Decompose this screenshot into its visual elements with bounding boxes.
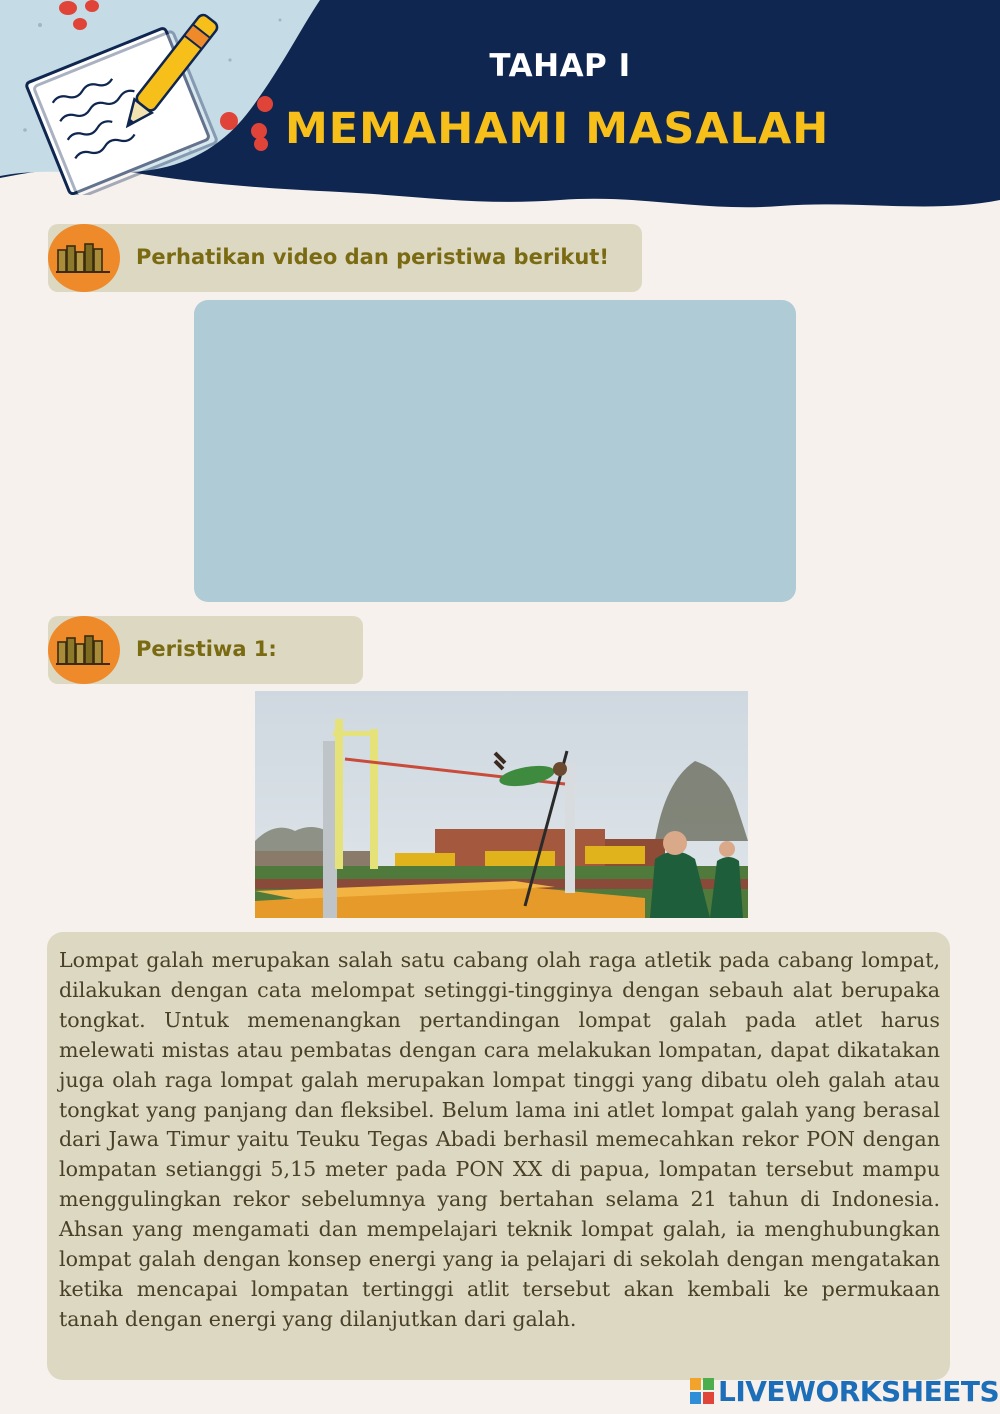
instruction-bar	[48, 224, 642, 292]
books-icon	[48, 224, 120, 292]
page-title: MEMAHAMI MASALAH	[285, 104, 830, 154]
books-icon	[48, 616, 120, 684]
notebook-pen-icon	[10, 0, 220, 195]
video-player[interactable]	[194, 300, 796, 602]
brand-name: LIVEWORKSHEETS	[718, 1374, 1000, 1408]
instruction-text: Perhatikan video dan peristiwa berikut!	[136, 245, 609, 269]
liveworksheets-icon	[690, 1378, 714, 1404]
event-label: Peristiwa 1:	[136, 637, 277, 661]
pole-vault-photo	[255, 691, 748, 918]
event-description-box	[47, 932, 950, 1380]
stage-title: TAHAP I	[489, 48, 631, 84]
liveworksheets-logo	[690, 1374, 999, 1408]
decorative-dots	[215, 95, 275, 155]
event-label-bar	[48, 616, 363, 684]
event-description: Lompat galah merupakan salah satu cabang olah raga atletik pada cabang lompat, dilakukan dengan cata melompat setinggi-tingginya dengan sebauh alat berupaka tongkat. Untuk memenangkan pertandingan lompat galah pada atlet harus melewati mistas atau pembatas dengan cara melakukan lompatan, dapat dikatakan juga olah raga lompat galah merupakan lompat tinggi yang dibatu oleh galah atau tongkat yang panjang dan fleksibel. Belum lama ini atlet lompat galah yang berasal dari Jawa Timur yaitu Teuku Tegas Abadi berhasil memecahkan rekor PON dengan lompatan setianggi 5,15 meter pada PON XX di papua, lompatan tersebut mampu menggulingkan rekor sebelumnya yang bertahan selama 21 tahun di Indonesia. Ahsan yang mengamati dan mempelajari teknik lompat galah, ia menghubungkan lompat galah dengan konsep energi yang ia pelajari di sekolah dengan mengatakan ketika mencapai lompatan tertinggi atlit tersebut akan kembali ke permukaan tanah dengan energi yang dilanjutkan dari galah.	[59, 948, 940, 1331]
